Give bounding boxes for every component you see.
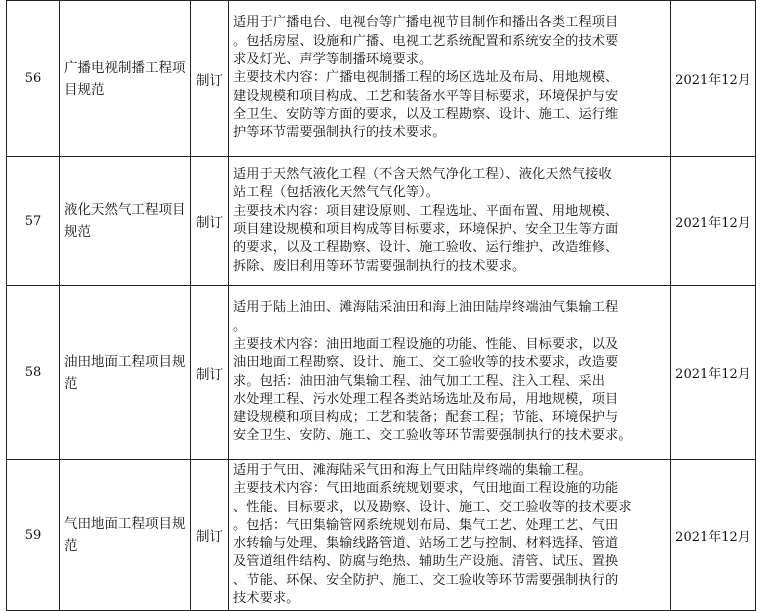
table-row <box>7 157 756 286</box>
description-line: 主要技术内容：油田地面工程设施的功能、性能、目标要求，以及 <box>233 336 619 352</box>
description-line: 适用于天然气液化工程（不含天然气净化工程）、液化天然气接收 <box>233 167 612 183</box>
description-cell <box>229 460 671 611</box>
revision-type: 制订 <box>191 286 229 460</box>
target-date: 2021年12月 <box>671 460 756 611</box>
description-line: 适用于陆上油田、滩海陆采油田和海上油田陆岸终端油气集输工程 <box>233 300 619 316</box>
description-line: 建设规模和项目构成、工艺和装备水平等目标要求，环境保护与安 <box>233 88 619 104</box>
description-line: 、节能、环保、安全防护、施工、交工验收等环节需要强制执行的 <box>233 572 619 588</box>
description-line: 安全卫生、安防、施工、交工验收等环节需要强制执行的技术要求。 <box>233 428 632 444</box>
description-line: 适用于气田、滩海陆采气田和海上气田陆岸终端的集输工程。 <box>233 463 592 478</box>
description-line: 项目建设规模和项目构成等目标要求，环境保护、安全卫生等方面 <box>233 222 619 237</box>
target-date: 2021年12月 <box>671 157 756 286</box>
description-line: 主要技术内容：广播电视制播工程的场区选址及布局、用地规模、 <box>233 70 619 86</box>
description-cell <box>229 157 671 286</box>
description-line: 及管道组件结构、防腐与绝热、辅助生产设施、清管、试压、置换 <box>233 554 619 570</box>
description-line: 适用于广播电台、电视台等广播电视节目制作和播出各类工程项目 <box>233 15 619 31</box>
target-date: 2021年12月 <box>671 1 756 157</box>
standards-table <box>6 0 756 611</box>
table-row <box>7 286 756 460</box>
row-number: 56 <box>7 1 60 157</box>
project-name: 广播电视制播工程项目规范 <box>60 1 191 157</box>
description-line: 的要求，以及工程勘察、设计、施工验收、运行维护、改造维修、 <box>233 240 619 256</box>
description-line: 求及灯光、声学等制播环境要求。 <box>233 52 433 68</box>
description-line: 。 <box>233 318 247 334</box>
description-line: 拆除、废旧利用等环节需要强制执行的技术要求。 <box>233 258 526 274</box>
row-number: 58 <box>7 286 60 460</box>
description-line: 主要技术内容：气田地面系统规划要求，气田地面工程设施的功能 <box>233 481 619 497</box>
description-line: 站工程（包括液化天然气气化等）。 <box>233 185 439 201</box>
description-line: 全卫生、安防等方面的要求，以及工程勘察、设计、施工、运行维 <box>233 106 619 122</box>
description-line: 水处理工程、污水处理工程各类站场选址及布局，用地规模，项目 <box>233 391 619 407</box>
description-line: 建设规模和项目构成；工艺和装备；配套工程；节能、环境保护与 <box>233 410 619 426</box>
row-number: 57 <box>7 157 60 286</box>
description-cell <box>229 1 671 157</box>
description-line: 、性能、目标要求，以及勘察、设计、施工、交工验收等的技术要求 <box>233 499 632 515</box>
description-line: 。包括房屋、设施和广播、电视工艺系统配置和系统安全的技术要 <box>233 33 619 49</box>
revision-type: 制订 <box>191 460 229 611</box>
table-row <box>7 1 756 157</box>
target-date: 2021年12月 <box>671 286 756 460</box>
description-line: 求。包括：油田油气集输工程、油气加工工程、注入工程、采出 <box>233 373 606 389</box>
description-line: 技术要求。 <box>233 591 300 607</box>
project-name: 油田地面工程项目规范 <box>60 286 191 460</box>
row-number: 59 <box>7 460 60 611</box>
project-name: 液化天然气工程项目规范 <box>60 157 191 286</box>
revision-type: 制订 <box>191 1 229 157</box>
description-cell <box>229 286 671 460</box>
description-line: 主要技术内容：项目建设原则、工程选址、平面布置、用地规模、 <box>233 203 619 219</box>
table-row <box>7 460 756 611</box>
description-line: 护等环节需要强制执行的技术要求。 <box>233 125 446 141</box>
project-name: 气田地面工程项目规范 <box>60 460 191 611</box>
revision-type: 制订 <box>191 157 229 286</box>
description-line: 。包括：气田集输管网系统规划布局、集气工艺、处理工艺、气田 <box>233 517 619 533</box>
description-line: 油田地面工程勘察、设计、施工、交工验收等的技术要求，改造要 <box>233 355 619 371</box>
description-line: 水转输与处理、集输线路管道、站场工艺与控制、材料选择、管道 <box>233 536 619 552</box>
